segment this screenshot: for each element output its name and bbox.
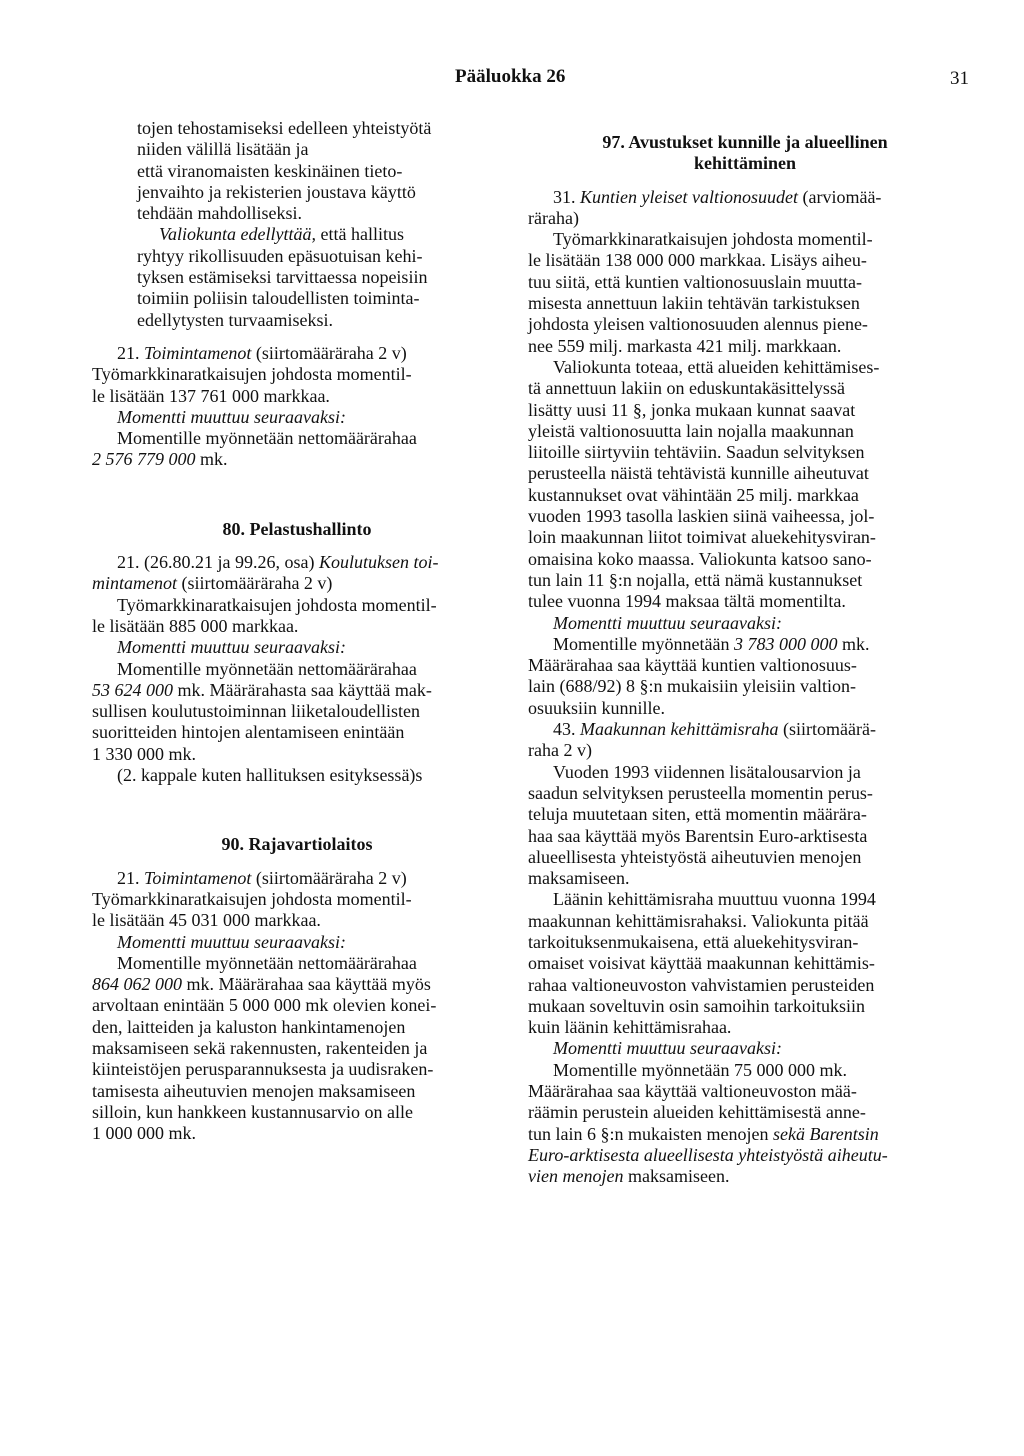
text-run: mk. Määrärahaa saa käyttää myös xyxy=(182,974,431,995)
text-line: le lisätään 885 000 markkaa. xyxy=(92,615,299,636)
text-line: silloin, kun hankkeen kustannusarvio on alle xyxy=(92,1101,413,1122)
amount: 2 576 779 000 xyxy=(92,449,196,470)
heading-80: 80. Pelastushallinto xyxy=(222,518,372,539)
text-line: tamisesta aiheutuvien menojen maksamiseen xyxy=(92,1080,416,1101)
text-run: (siirtomääräraha 2 v) xyxy=(251,867,407,888)
moment-title xyxy=(92,552,502,573)
text-run: Momentille myönnetään xyxy=(553,633,734,654)
amount-line xyxy=(92,974,502,995)
moment-43 xyxy=(528,719,962,1188)
text-run: että hallitus xyxy=(315,224,404,245)
text-line: ryhtyy rikollisuuden epäsuotuisan kehi- xyxy=(137,245,423,266)
text-run: maksamiseen. xyxy=(623,1166,730,1187)
moment-title-cont xyxy=(92,573,502,594)
text-line: liitoille siirtyviin tehtäviin. Saadun selvityksen xyxy=(528,442,865,463)
changes-label: Momentti muuttuu seuraavaksi: xyxy=(117,406,346,427)
moment-name: mintamenot xyxy=(92,573,177,594)
moment-21-c xyxy=(92,868,502,1145)
text-line: maksamiseen sekä rakennusten, rakenteiden ja xyxy=(92,1037,428,1058)
text-line: maakunnan kehittämisrahaksi. Valiokunta pitää xyxy=(528,910,869,931)
emphasis: vien menojen xyxy=(528,1166,624,1187)
text-run: (arviomää- xyxy=(797,186,882,207)
text-line: 1 330 000 mk. xyxy=(92,743,197,764)
moment-title-cont: räraha) xyxy=(528,207,579,228)
moment-title xyxy=(92,343,502,364)
text-line: Momentille myönnetään nettomäärärahaa xyxy=(117,428,417,449)
text-line: perusteella näistä tehtävistä kunnille aiheutuvat xyxy=(528,463,869,484)
text-line: kiinteistöjen perusparannuksesta ja uudisraken- xyxy=(92,1059,434,1080)
text-line: le lisätään 138 000 000 markkaa. Lisäys aiheu- xyxy=(528,250,867,271)
moment-name: Koulutuksen toi- xyxy=(318,552,439,573)
moment-title xyxy=(528,719,962,740)
intro-paragraph xyxy=(92,118,502,224)
text-line: teluja muutetaan siten, että momentin määrära- xyxy=(528,804,867,825)
text-line: Työmarkkinaratkaisujen johdosta momentil- xyxy=(92,364,412,385)
text-line: edellytysten turvaamiseksi. xyxy=(137,309,333,330)
amount-line xyxy=(528,634,962,655)
text-line: haa saa käyttää myös Barentsin Euro-arktisesta xyxy=(528,825,868,846)
text-run: 21. (26.80.21 ja 99.26, osa) xyxy=(117,552,319,573)
text-line: että viranomaisten keskinäinen tieto- xyxy=(137,160,403,181)
changes-label: Momentti muuttuu seuraavaksi: xyxy=(117,637,346,658)
moment-title-cont: raha 2 v) xyxy=(528,740,592,761)
moment-number: 43. xyxy=(553,719,580,740)
text-line: tulee vuonna 1994 maksaa tältä momentilta. xyxy=(528,591,846,612)
text-line: tuu siitä, että kuntien valtionosuuslain muutta- xyxy=(528,271,862,292)
changes-label: Momentti muuttuu seuraavaksi: xyxy=(553,1038,782,1059)
text-line: Valiokunta toteaa, että alueiden kehittämises- xyxy=(553,356,880,377)
moment-number: 31. xyxy=(553,186,580,207)
changes-label: Momentti muuttuu seuraavaksi: xyxy=(553,612,782,633)
heading-97: 97. Avustukset kunnille ja alueellinen xyxy=(602,132,888,152)
text-line: nee 559 milj. markasta 421 milj. markkaan. xyxy=(528,335,842,356)
text-line: 1 000 000 mk. xyxy=(92,1123,197,1144)
page-header xyxy=(0,66,1024,96)
amount: 864 062 000 xyxy=(92,974,182,995)
text-line xyxy=(137,224,502,245)
text-line: arvoltaan enintään 5 000 000 mk olevien konei- xyxy=(92,995,437,1016)
moment-title xyxy=(92,868,502,889)
text-line: tyksen estämiseksi tarvittaessa nopeisiin xyxy=(137,267,428,288)
heading-90: 90. Rajavartiolaitos xyxy=(221,834,373,855)
text-line: toimiin poliisin taloudellisten toiminta- xyxy=(137,288,420,309)
text-line: niiden välillä lisätään ja xyxy=(137,139,309,160)
text-line: lisätty uusi 11 §, jonka mukaan kunnat saavat xyxy=(528,399,856,420)
moment-name: Toimintamenot xyxy=(144,867,252,888)
page-number: 31 xyxy=(950,68,969,89)
amount-line xyxy=(92,449,502,470)
text-line: Läänin kehittämisraha muuttuu vuonna 1994 xyxy=(553,889,876,910)
changes-label: Momentti muuttuu seuraavaksi: xyxy=(117,931,346,952)
text-line: osuuksiin kunnille. xyxy=(528,697,666,718)
text-line: Momentille myönnetään nettomäärärahaa xyxy=(117,952,417,973)
text-line: tun lain 11 §:n nojalla, että nämä kustannukset xyxy=(528,569,863,590)
moment-name: Kuntien yleiset valtionosuudet xyxy=(580,186,798,207)
text-line: saadun selvityksen perusteella momentin perus- xyxy=(528,782,873,803)
text-line: Työmarkkinaratkaisujen johdosta momentil- xyxy=(117,594,437,615)
text-line: suoritteiden hintojen alentamiseen enintään xyxy=(92,722,405,743)
text-line: Momentille myönnetään nettomäärärahaa xyxy=(117,658,417,679)
amount-line xyxy=(92,680,502,701)
text-line: den, laitteiden ja kaluston hankintamenojen xyxy=(92,1016,406,1037)
text-line: räämin perustein alueiden kehittämisestä anne- xyxy=(528,1102,866,1123)
text-run: tun lain 6 §:n mukaisten menojen xyxy=(528,1123,773,1144)
text-line: Määrärahaa saa käyttää valtioneuvoston mää- xyxy=(528,1081,857,1102)
moment-21-b xyxy=(92,552,502,786)
text-line: tehdään mahdolliseksi. xyxy=(137,203,302,224)
text-line: loin maakunnan liitot toimivat aluekehitysviran- xyxy=(528,527,876,548)
emphasis: Valiokunta edellyttää, xyxy=(159,224,316,245)
text-run: (siirtomääräraha 2 v) xyxy=(251,342,407,363)
text-line: tojen tehostamiseksi edelleen yhteistyötä xyxy=(137,118,432,138)
text-line: Vuoden 1993 viidennen lisätalousarvion ja xyxy=(553,761,861,782)
text-line: maksamiseen. xyxy=(528,868,630,889)
text-line: lain (688/92) 8 §:n mukaisiin yleisiin valtion- xyxy=(528,676,856,697)
moment-21-a xyxy=(92,343,502,471)
text-run: (siirtomäärä- xyxy=(778,719,876,740)
text-line: mukaan soveltuvin osin samoihin tarkoituksiin xyxy=(528,995,865,1016)
moment-31 xyxy=(528,187,962,719)
amount: 53 624 000 xyxy=(92,679,173,700)
text-run: mk. Määrärahasta saa käyttää mak- xyxy=(173,679,432,700)
text-line: kustannukset ovat vähintään 25 milj. markkaa xyxy=(528,484,859,505)
text-line: omaisina koko maassa. Valiokunta katsoo sano- xyxy=(528,548,872,569)
moment-name: Toimintamenot xyxy=(144,342,252,363)
text-line: Työmarkkinaratkaisujen johdosta momentil- xyxy=(553,229,873,250)
text-line: jenvaihto ja rekisterien joustava käyttö xyxy=(137,181,416,202)
text-line: Momentille myönnetään 75 000 000 mk. xyxy=(553,1059,847,1080)
text-line: misesta annettuun lakiin tehtävän tarkistuksen xyxy=(528,293,860,314)
text-line: Työmarkkinaratkaisujen johdosta momentil- xyxy=(92,888,412,909)
text-line: Euro-arktisesta alueellisesta yhteistyöstä aiheutu- xyxy=(528,1144,888,1165)
text-line: kuin läänin kehittämisrahaa. xyxy=(528,1017,732,1038)
text-line: rahaa valtioneuvoston vahvistamien perusteiden xyxy=(528,974,875,995)
moment-name: Maakunnan kehittämisraha xyxy=(580,719,779,740)
note-line: (2. kappale kuten hallituksen esityksessä)s xyxy=(117,765,423,786)
text-line: tarkoituksenmukaisena, että aluekehitysviran- xyxy=(528,931,859,952)
text-line: le lisätään 45 031 000 markkaa. xyxy=(92,910,321,931)
text-line: omaiset voisivat käyttää maakunnan kehittämis- xyxy=(528,953,875,974)
text-run: mk. xyxy=(837,633,870,654)
heading-97-cont: kehittäminen xyxy=(693,153,796,174)
text-run: mk. xyxy=(195,449,228,470)
section-title: Pääluokka 26 xyxy=(455,66,566,87)
moment-number: 21. xyxy=(117,867,144,888)
text-line: tä annettuun lakiin on eduskuntakäsittelyssä xyxy=(528,378,845,399)
valiokunta-paragraph xyxy=(92,224,502,330)
text-line xyxy=(528,1166,962,1187)
text-line: le lisätään 137 761 000 markkaa. xyxy=(92,385,330,406)
text-line: alueellisesta yhteistyöstä aiheutuvien menojen xyxy=(528,846,862,867)
text-line xyxy=(528,1124,962,1145)
text-line: yleistä valtionosuutta lain nojalla maakunnan xyxy=(528,420,854,441)
moment-title xyxy=(528,187,962,208)
text-line: sullisen koulutustoiminnan liiketaloudellisten xyxy=(92,701,420,722)
text-line: johdosta yleisen valtionosuuden alennus piene- xyxy=(528,314,868,335)
text-line: Määrärahaa saa käyttää kuntien valtionosuus- xyxy=(528,655,857,676)
emphasis: sekä Barentsin xyxy=(772,1123,879,1144)
left-column xyxy=(92,118,502,1144)
text-line: vuoden 1993 tasolla laskien siinä vaiheessa, jol- xyxy=(528,506,875,527)
amount: 3 783 000 000 xyxy=(733,633,838,654)
text-run: (siirtomääräraha 2 v) xyxy=(177,573,333,594)
moment-number: 21. xyxy=(117,342,144,363)
right-column xyxy=(528,118,962,1188)
